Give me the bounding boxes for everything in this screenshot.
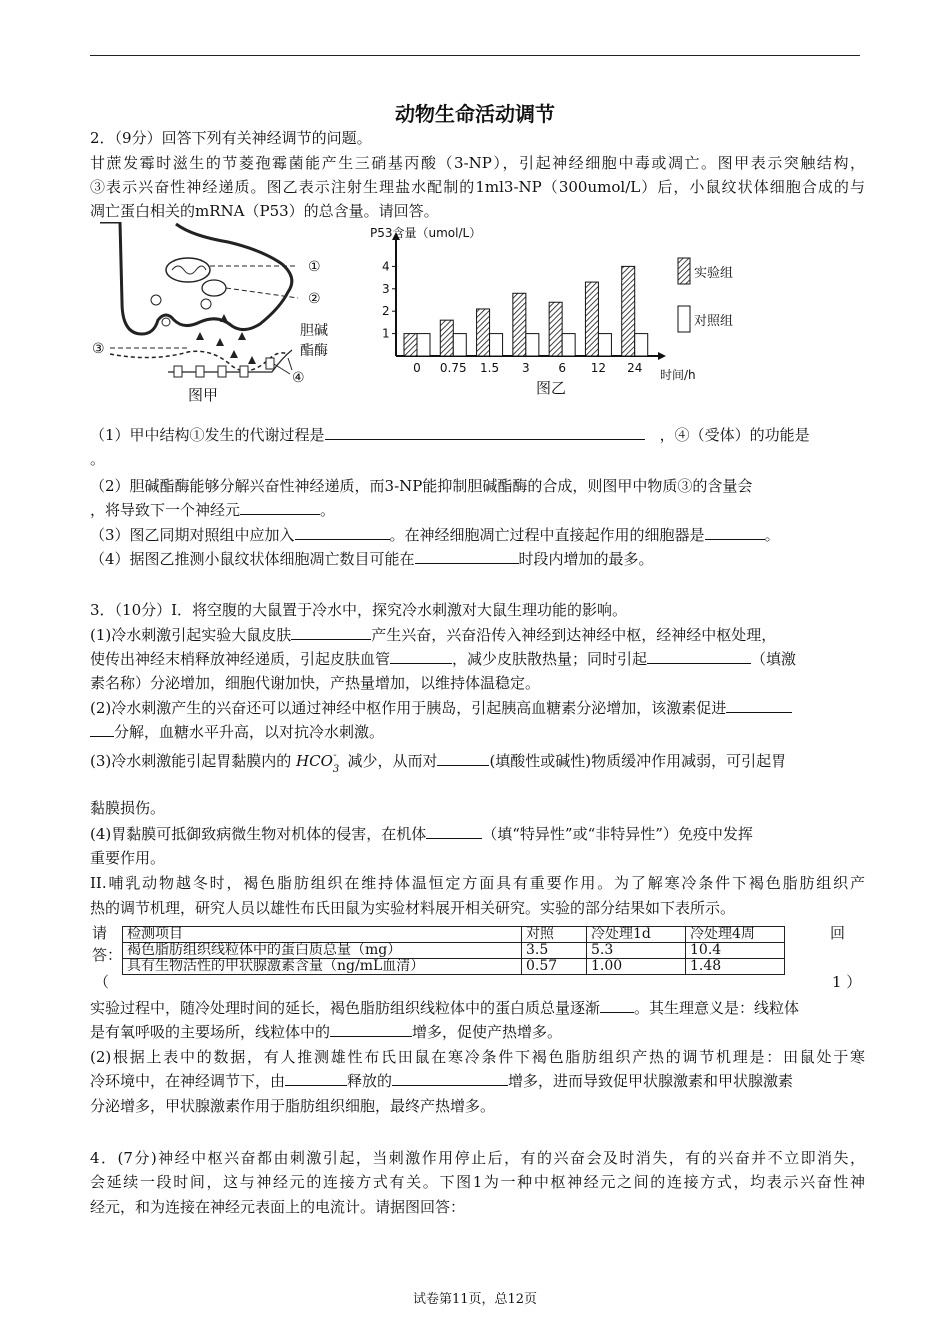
q2-sub3: （3）图乙同期对照组中应加入 。在神经细胞凋亡过程中直接起作用的细胞器是 。 [90, 526, 780, 544]
legend-swatch-experiment [678, 258, 690, 284]
q3-ii-line1: II.哺乳动物越冬时，褐色脂肪组织在维持体温恒定方面具有重要作用。为了解寒冷条件下褐色脂肪组织产 [90, 874, 865, 892]
fig-label-2: ② [308, 291, 321, 307]
chart-x-label: 时间/h [660, 368, 696, 382]
chart-y-label: P53含量（umol/L） [370, 226, 482, 240]
header-rule [90, 55, 860, 56]
q2-sub4: （4）据图乙推测小鼠纹状体细胞凋亡数目可能在 时段内增加的最多。 [90, 550, 654, 568]
q2-heading: 2．（9分）回答下列有关神经调节的问题。 [90, 129, 372, 147]
blank[interactable] [600, 997, 634, 1013]
table-cell: 3.5 [522, 943, 587, 959]
fig-enzyme-label-1: 胆碱 [300, 323, 328, 339]
bar-control [562, 334, 575, 356]
chart-x-tick-label: 6 [558, 361, 566, 375]
q4-line2: 会延续一段时间，这与神经元的连接方式有关。下图1为一种中枢神经元之间的连接方式，均表示兴奋性神 [90, 1173, 865, 1191]
chart-y-tick-label: 3 [382, 281, 390, 296]
side-text-hui: 回 [830, 924, 846, 942]
side-text-da: 答： [92, 946, 123, 964]
q2-sub2: （2）胆碱酯酶能够分解兴奋性神经递质，而3-NP能抑制胆碱酯酶的合成，则图甲中物质③的含量会 [90, 477, 753, 495]
chart-y-tick-label: 4 [382, 259, 390, 274]
hco3-formula: $HCO_3^-$ [296, 750, 340, 775]
fig-a-caption: 图甲 [188, 386, 219, 404]
table-cell: 1.00 [587, 959, 686, 975]
table-cell: 褐色脂肪组织线粒体中的蛋白质总量（mg） [123, 943, 522, 959]
table-cell: 0.57 [522, 959, 587, 975]
bar-control [598, 334, 611, 356]
chart-y-tick-label: 2 [382, 304, 390, 319]
blank[interactable] [392, 1070, 508, 1086]
q3-s1-line1: (1)冷水刺激引起实验大鼠皮肤 产生兴奋，兴奋沿传入神经到达神经中枢，经神经中枢处理， [90, 626, 777, 644]
q4-line3: 经元，和为连接在神经元表面上的电流计。请据图回答： [90, 1198, 466, 1216]
chart-x-tick-label: 12 [590, 361, 607, 375]
q3-t1-line1: 实验过程中，随冷处理时间的延长，褐色脂肪组织线粒体中的蛋白质总量逐渐 。其生理意义是：线粒体 [90, 999, 800, 1017]
q3-t2-line2: 冷环境中，在神经调节下，由 释放的 增多，进而导致促甲状腺激素和甲状腺激素 [90, 1072, 794, 1090]
table-header: 检测项目 [123, 927, 522, 943]
chart-x-tick-label: 0.75 [439, 361, 467, 375]
paren-left: （ [94, 973, 110, 991]
chart-x-tick-label: 24 [627, 361, 643, 375]
q3-t2-line3: 分泌增多，甲状腺激素作用于脂肪组织细胞，最终产热增多。 [90, 1097, 496, 1115]
figure-synapse [92, 222, 352, 407]
q3-s4-line1: (4)胃黏膜可抵御致病微生物对机体的侵害，在机体 （填“特异性”或“非特异性”）免疫中发挥 [90, 825, 753, 843]
table-header: 冷处理4周 [686, 927, 785, 943]
q2-sub1: （1）甲中结构①发生的代谢过程是 ，④（受体）的功能是 [90, 426, 810, 444]
q3-s1-line3: 素名称）分泌增加，细胞代谢加快，产热量增加，以维持体温稳定。 [90, 674, 541, 692]
fig-label-1: ① [308, 259, 321, 275]
q2-sub1-end: 。 [90, 450, 106, 468]
table-header-row [123, 927, 785, 943]
bar-experiment [513, 293, 526, 356]
bar-control [526, 334, 539, 356]
q3-t2-line1: (2)根据上表中的数据，有人推测雄性布氏田鼠在寒冷条件下褐色脂肪组织产热的调节机理是：田鼠处于寒 [90, 1048, 865, 1066]
table-header: 冷处理1d [587, 927, 686, 943]
blank[interactable] [726, 697, 792, 713]
blank[interactable] [90, 721, 114, 737]
blank[interactable] [415, 548, 519, 564]
bar-experiment [477, 309, 490, 356]
blank[interactable] [647, 648, 751, 664]
q2-intro-line-3: 凋亡蛋白相关的mRNA（P53）的总含量。请回答。 [90, 202, 439, 220]
q2-intro-line-2: ③表示兴奋性神经递质。图乙表示注射生理盐水配制的1ml3-NP（300umol/L）后，小鼠纹状体细胞合成的与 [90, 178, 865, 196]
legend-label-control: 对照组 [694, 314, 734, 329]
blank[interactable] [330, 1021, 412, 1037]
bar-control [635, 334, 648, 356]
bar-control [453, 334, 466, 356]
blank[interactable] [390, 648, 452, 664]
chart-x-tick-label: 3 [522, 361, 530, 375]
chart-x-arrow [658, 352, 666, 360]
blank[interactable] [240, 499, 320, 515]
blank[interactable] [437, 750, 489, 766]
table-cell: 10.4 [686, 943, 785, 959]
blank[interactable] [285, 1070, 347, 1086]
bar-experiment [549, 302, 562, 356]
data-table [122, 926, 785, 975]
q3-s4-line2: 重要作用。 [90, 849, 166, 867]
chart-y-tick-label: 1 [382, 326, 390, 341]
bar-experiment [585, 282, 598, 356]
bar-experiment [404, 334, 417, 356]
page-footer: 试卷第11页，总12页 [412, 1292, 538, 1307]
bar-control [490, 334, 503, 356]
page-title: 动物生命活动调节 [395, 102, 555, 126]
blank[interactable] [325, 424, 645, 440]
figure-p53-bar-chart [368, 222, 768, 402]
table-header: 对照 [522, 927, 587, 943]
legend-label-experiment: 实验组 [694, 266, 734, 281]
q3-t1-line2: 是有氧呼吸的主要场所，线粒体中的 增多，促使产热增多。 [90, 1023, 563, 1041]
bar-control [417, 334, 430, 356]
blank[interactable] [291, 624, 371, 640]
q3-heading: 3．（10分）I．将空腹的大鼠置于冷水中，探究冷水刺激对大鼠生理功能的影响。 [90, 601, 628, 619]
blank[interactable] [426, 823, 482, 839]
chart-x-tick-label: 0 [413, 361, 421, 375]
chart-x-tick-label: 1.5 [480, 361, 500, 375]
legend-swatch-control [678, 306, 690, 332]
side-text-qing: 请 [92, 924, 108, 942]
fig-label-3: ③ [92, 341, 105, 357]
fig-label-4: ④ [292, 370, 305, 386]
q3-ii-line2: 热的调节机理，研究人员以雄性布氏田鼠为实验材料展开相关研究。实验的部分结果如下表所示。 [90, 899, 736, 917]
chart-caption: 图乙 [536, 379, 567, 397]
fig-enzyme-label-2: 酯酶 [300, 343, 328, 359]
q3-s3-line2: 黏膜损伤。 [90, 799, 166, 817]
q3-s1-line2: 使传出神经末梢释放神经递质，引起皮肤血管 ，减少皮肤散热量；同时引起 （填激 [90, 650, 797, 668]
bar-experiment [622, 266, 635, 356]
table-row [123, 943, 785, 959]
q3-s2-line2: 分解，血糖水平升高，以对抗冷水刺激。 [90, 721, 865, 743]
q4-line1: 4．(7分)神经中枢兴奋都由刺激引起，当刺激作用停止后，有的兴奋会及时消失，有的兴奋并不立即消失， [90, 1149, 865, 1167]
q2-sub2-cont: ，将导致下一个神经元 。 [90, 501, 336, 519]
table-cell: 具有生物活性的甲状腺激素含量（ng/mL血清） [123, 959, 522, 975]
blank[interactable] [705, 524, 765, 540]
table-cell: 1.48 [686, 959, 785, 975]
q2-intro-line-1: 甘蔗发霉时滋生的节菱孢霉菌能产生三硝基丙酸（3-NP），引起神经细胞中毒或凋亡。图甲表示突触结构， [90, 154, 865, 172]
table-cell: 5.3 [587, 943, 686, 959]
q3-s3-line1: (3)冷水刺激能引起胃黏膜内的 $HCO_3^-$ 减少，从而对 (填酸性或碱性)物质缓冲作用减弱，可引起胃 [90, 750, 787, 775]
blank[interactable] [295, 524, 390, 540]
table-row [123, 959, 785, 975]
bar-experiment [440, 320, 453, 356]
paren-right: 1 ） [832, 973, 862, 991]
q3-s2-line1: (2)冷水刺激产生的兴奋还可以通过神经中枢作用于胰岛，引起胰高血糖素分泌增加，该激素促进 [90, 697, 865, 719]
